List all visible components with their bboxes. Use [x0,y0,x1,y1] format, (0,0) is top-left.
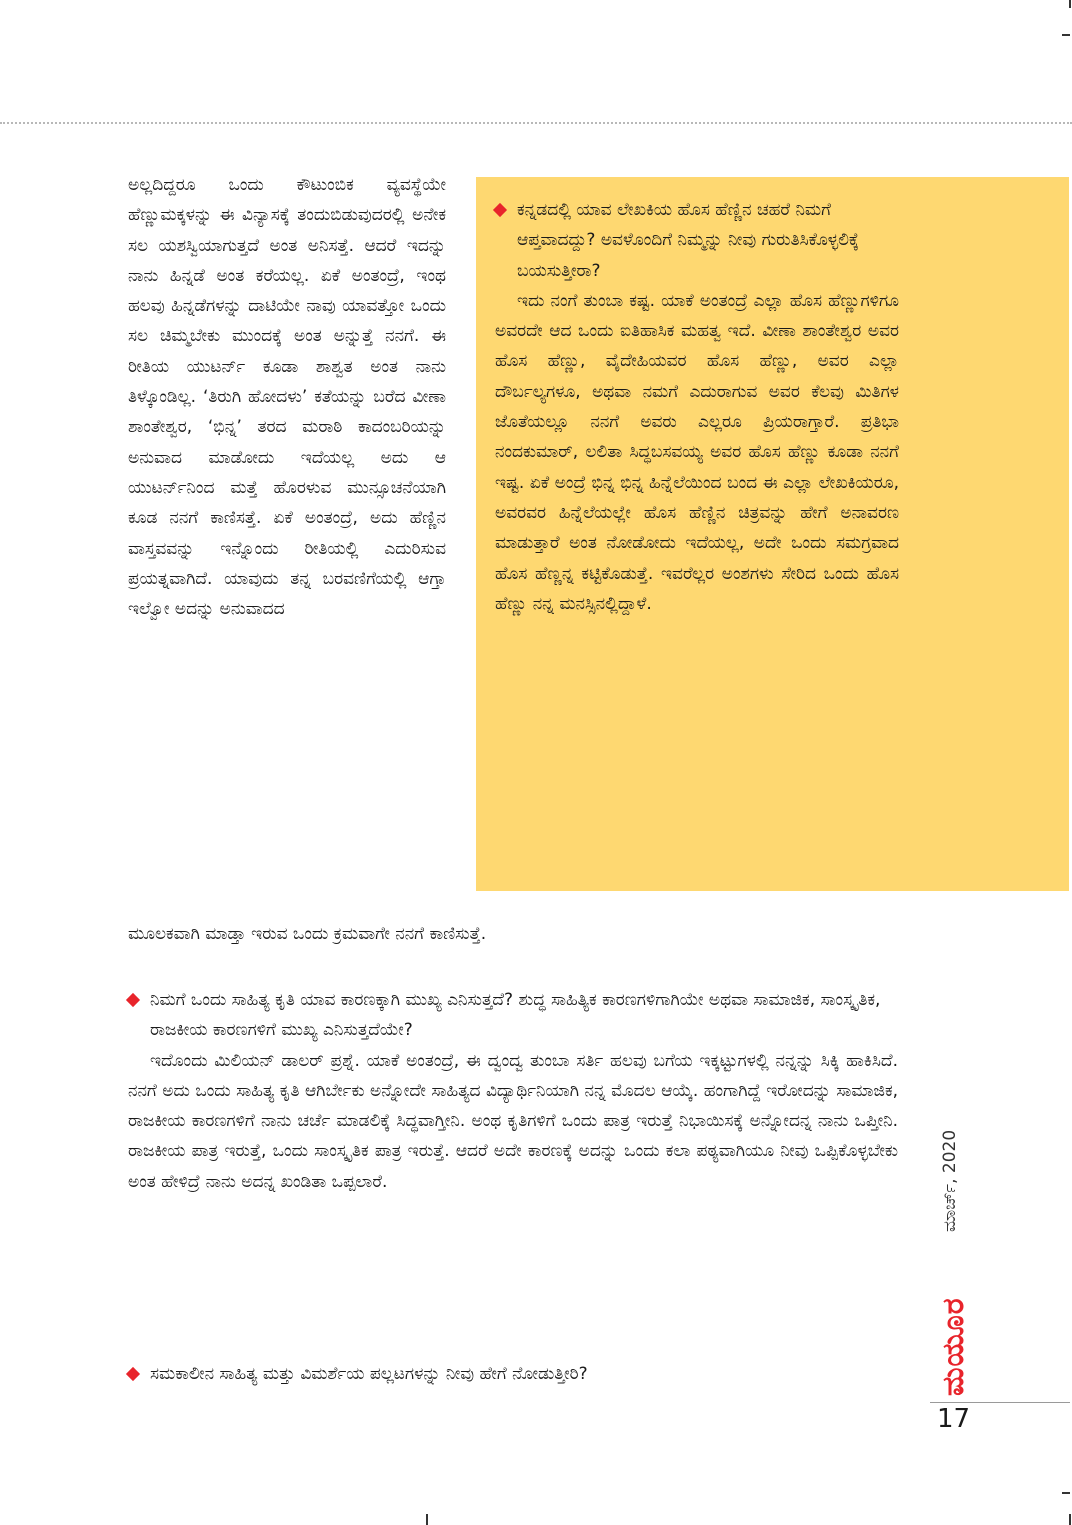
diamond-bullet-icon [126,993,140,1007]
callout-question-text: ಕನ್ನಡದಲ್ಲಿ ಯಾವ ಲೇಖಕಿಯ ಹೊಸ ಹೆಣ್ಣಿನ ಚಹರೆ ನಿಮಗೆ ಆಪ್ತವಾದದ್ದು? ಅವಳೊಂದಿಗೆ ನಿಮ್ಮನ್ನು ನೀವು ಗುರುತಿಸಿಕೊಳ್ಳಲಿಕ್ಕೆ ಬಯಸುತ್ತೀರಾ? [517,200,859,281]
left-column-paragraph: ಅಲ್ಲದಿದ್ದರೂ ಒಂದು ಕೌಟುಂಬಿಕ ವ್ಯವಸ್ಥೆಯೇ ಹೆಣ್ಣುಮಕ್ಕಳನ್ನು ಈ ವಿನ್ಯಾಸಕ್ಕೆ ತಂದುಬಿಡುವುದರಲ್ಲಿ ಅನೇಕ ಸಲ ಯಶಸ್ವಿಯಾಗುತ್ತದೆ ಅಂತ ಅನಿಸತ್ತೆ. ಆದರೆ ಇದನ್ನು ನಾನು ಹಿನ್ನಡೆ ಅಂತ ಕರೆಯಲ್ಲ. ಏಕೆ ಅಂತಂದ್ರೆ, ಇಂಥ ಹಲವು ಹಿನ್ನಡೆಗಳನ್ನು ದಾಟಿಯೇ ನಾವು ಯಾವತ್ತೋ ಒಂದು ಸಲ ಚಿಮ್ಮಬೇಕು ಮುಂದಕ್ಕೆ ಅಂತ ಅನ್ನುತ್ತೆ ನನಗೆ. ಈ ರೀತಿಯ ಯುಟರ್ನ್ ಕೂಡಾ ಶಾಶ್ವತ ಅಂತ ನಾನು ತಿಳ್ಕೊಂಡಿಲ್ಲ. ‘ತಿರುಗಿ ಹೋದಳು’ ಕತೆಯನ್ನು ಬರೆದ ವೀಣಾ ಶಾಂತೇಶ್ವರ, ‘ಭಿನ್ನ’ ತರದ ಮರಾಠಿ ಕಾದಂಬರಿಯನ್ನು ಅನುವಾದ ಮಾಡೋದು ಇದೆಯಲ್ಲ ಅದು ಆ ಯುಟರ್ನ್‌ನಿಂದ ಮತ್ತೆ ಹೊರಳುವ ಮುನ್ಸೂಚನೆಯಾಗಿ ಕೂಡ ನನಗೆ ಕಾಣಿಸತ್ತೆ. ಏಕೆ ಅಂತಂದ್ರೆ, ಅದು ಹೆಣ್ಣಿನ ವಾಸ್ತವವನ್ನು ಇನ್ನೊಂದು ರೀತಿಯಲ್ಲಿ ಎದುರಿಸುವ ಪ್ರಯತ್ನವಾಗಿದೆ. ಯಾವುದು ತನ್ನ ಬರವಣಿಗೆಯಲ್ಲಿ ಆಗ್ತಾ ಇಲ್ವೋ ಅದನ್ನು ಅನುವಾದದ [128,175,446,620]
callout-question [495,195,899,286]
question-text: ಸಮಕಾಲೀನ ಸಾಹಿತ್ಯ ಮತ್ತು ವಿಮರ್ಶೆಯ ಪಲ್ಲಟಗಳನ್ನು ನೀವು ಹೇಗೆ ನೋಡುತ್ತೀರಿ? [150,1364,588,1384]
continuation-paragraph: ಮೂಲಕವಾಗಿ ಮಾಡ್ತಾ ಇರುವ ಒಂದು ಕ್ರಮವಾಗೇ ನನಗೆ ಕಾಣಿಸುತ್ತೆ. [128,924,487,944]
crop-mark [426,1514,428,1525]
crop-mark [1062,1492,1070,1494]
masthead-text: ಮಯೂರ [936,1297,971,1396]
crop-mark [1062,34,1070,36]
answer: ಇದೊಂದು ಮಿಲಿಯನ್ ಡಾಲರ್ ಪ್ರಶ್ನೆ. ಯಾಕೆ ಅಂತಂದ್ರೆ, ಈ ದ್ವಂದ್ವ ತುಂಬಾ ಸರ್ತಿ ಹಲವು ಬಗೆಯ ಇಕ್ಕಟ್ಟುಗಳಲ್ಲಿ ನನ್ನನ್ನು ಸಿಕ್ಕಿ ಹಾಕಿಸಿದೆ. ನನಗೆ ಅದು ಒಂದು ಸಾಹಿತ್ಯ ಕೃತಿ ಆಗಿರ್ಬೇಕು ಅನ್ನೋದೇ ಸಾಹಿತ್ಯದ ವಿದ್ಯಾರ್ಥಿನಿಯಾಗಿ ನನ್ನ ಮೊದಲ ಆಯ್ಕೆ. ಹಂಗಾಗಿದ್ದೆ ಇರೋದನ್ನು ಸಾಮಾಜಿಕ, ರಾಜಕೀಯ ಕಾರಣಗಳಿಗೆ ನಾನು ಚರ್ಚೆ ಮಾಡಲಿಕ್ಕೆ ಸಿದ್ಧವಾಗ್ತೀನಿ. ಅಂಥ ಕೃತಿಗಳಿಗೆ ಒಂದು ಪಾತ್ರ ಇರುತ್ತೆ ನಿಭಾಯಿಸಕ್ಕೆ ಅನ್ನೋದನ್ನ ನಾನು ಒಪ್ತೀನಿ. ರಾಜಕೀಯ ಪಾತ್ರ ಇರುತ್ತೆ, ಒಂದು ಸಾಂಸ್ಕೃತಿಕ ಪಾತ್ರ ಇರುತ್ತೆ. ಆದರೆ ಅದೇ ಕಾರಣಕ್ಕೆ ಅದನ್ನು ಒಂದು ಕಲಾ ಪಠ್ಯವಾಗಿಯೂ ನೀವು ಒಪ್ಪಿಕೊಳ್ಳಬೇಕು ಅಂತ ಹೇಳಿದ್ರೆ ನಾನು ಅದನ್ನ ಖಂಡಿತಾ ಒಪ್ಪಲಾರೆ. [128,1050,898,1192]
question [128,1359,898,1389]
page-number: 17 [937,1404,971,1434]
diamond-bullet-icon [493,203,507,217]
question [128,985,898,1046]
question-text: ನಿಮಗೆ ಒಂದು ಸಾಹಿತ್ಯ ಕೃತಿ ಯಾವ ಕಾರಣಕ್ಕಾಗಿ ಮುಖ್ಯ ಎನಿಸುತ್ತದೆ? ಶುದ್ಧ ಸಾಹಿತ್ಯಿಕ ಕಾರಣಗಳಿಗಾಗಿಯೇ ಅಥವಾ ಸಾಮಾಜಿಕ, ಸಾಂಸ್ಕೃತಿಕ, ರಾಜಕೀಯ ಕಾರಣಗಳಿಗೆ ಮುಖ್ಯ ಎನಿಸುತ್ತದೆಯೇ? [150,990,881,1041]
crop-mark [1069,1514,1071,1525]
callout-answer: ಇದು ನಂಗೆ ತುಂಬಾ ಕಷ್ಟ. ಯಾಕೆ ಅಂತಂದ್ರೆ ಎಲ್ಲಾ ಹೊಸ ಹೆಣ್ಣುಗಳಿಗೂ ಅವರದೇ ಆದ ಒಂದು ಐತಿಹಾಸಿಕ ಮಹತ್ವ ಇದೆ. ವೀಣಾ ಶಾಂತೇಶ್ವರ ಅವರ ಹೊಸ ಹೆಣ್ಣು, ವೈದೇಹಿಯವರ ಹೊಸ ಹೆಣ್ಣು, ಅವರ ಎಲ್ಲಾ ದೌರ್ಬಲ್ಯಗಳೂ, ಅಥವಾ ನಮಗೆ ಎದುರಾಗುವ ಅವರ ಕೆಲವು ಮಿತಿಗಳ ಜೊತೆಯಲ್ಲೂ ನನಗೆ ಅವರು ಎಲ್ಲರೂ ಪ್ರಿಯರಾಗ್ತಾರೆ. ಪ್ರತಿಭಾ ನಂದಕುಮಾರ್, ಲಲಿತಾ ಸಿದ್ಧಬಸವಯ್ಯ ಅವರ ಹೊಸ ಹೆಣ್ಣು ಕೂಡಾ ನನಗೆ ಇಷ್ಟ. ಏಕೆ ಅಂದ್ರೆ ಭಿನ್ನ ಭಿನ್ನ ಹಿನ್ನೆಲೆಯಿಂದ ಬಂದ ಈ ಎಲ್ಲಾ ಲೇಖಕಿಯರೂ, ಅವರವರ ಹಿನ್ನೆಲೆಯಲ್ಲೇ ಹೊಸ ಹೆಣ್ಣಿನ ಚಿತ್ರವನ್ನು ಹೇಗೆ ಅನಾವರಣ ಮಾಡುತ್ತಾರೆ ಅಂತ ನೋಡೋದು ಇದೆಯಲ್ಲ, ಅದೇ ಒಂದು ಸಮಗ್ರವಾದ ಹೊಸ ಹೆಣ್ಣನ್ನ ಕಟ್ಟಿಕೊಡುತ್ತೆ. ಇವರೆಲ್ಲರ ಅಂಶಗಳು ಸೇರಿದ ಒಂದು ಹೊಸ ಹೆಣ್ಣು ನನ್ನ ಮನಸ್ಸಿನಲ್ಲಿದ್ದಾಳೆ. [495,290,899,614]
qa-block [128,1359,898,1389]
issue-date-text: ಮಾರ್ಚ್, 2020 [940,1129,960,1232]
qa-block [128,985,898,1197]
crop-mark [1069,0,1071,8]
callout-box [476,177,1069,891]
diamond-bullet-icon [126,1367,140,1381]
header-dotted-rule [0,122,1072,124]
